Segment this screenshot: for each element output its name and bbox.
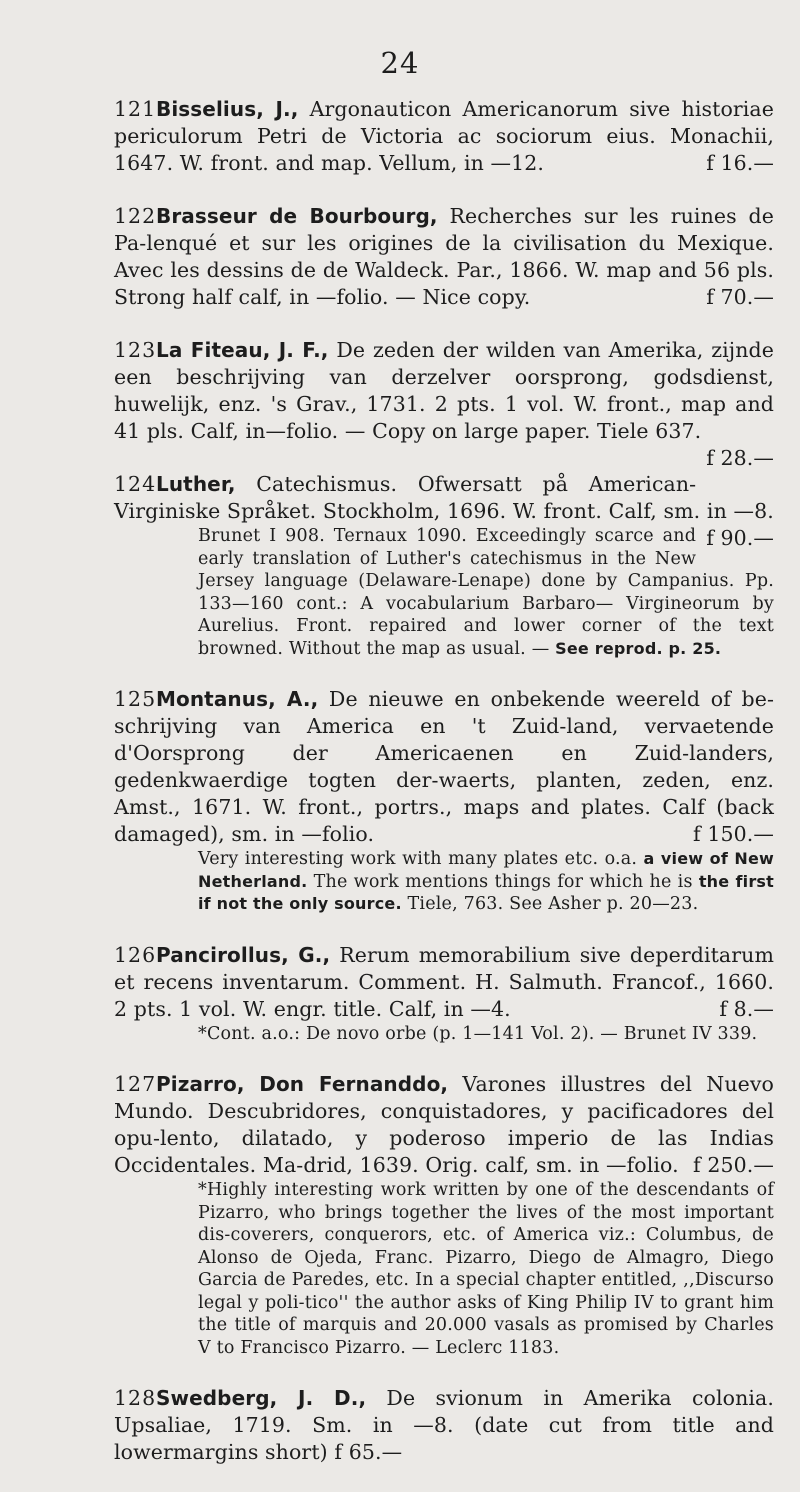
entry-note <box>114 1179 774 1359</box>
entry-price: f 16.— <box>706 151 774 175</box>
catalogue-entry-127 <box>114 1071 774 1359</box>
entry-note-highlight: a view of New Netherland. <box>198 849 774 891</box>
entry-price: f 150.— <box>693 822 774 846</box>
entry-description: De nieuwe en onbekende weereld of be-schrijving van America en 't Zuid-land, vervaetende d'Oorsprong der Americaenen en Zuid-landers, gedenkwaerdige togten der-waerts, planten, zeden, enz. Amst., 1671. W. front., portrs., maps and plates. Calf (back damaged), sm. in —folio. <box>114 687 774 846</box>
entry-note <box>114 525 774 660</box>
entry-number: 128 <box>114 1386 157 1410</box>
entry-note <box>114 1023 774 1046</box>
entry-note-reference: See reprod. p. 25. <box>555 638 722 658</box>
entry-price: f 90.— <box>706 526 774 550</box>
entry-price: f 250.— <box>693 1153 774 1177</box>
page-number: 24 <box>380 46 420 80</box>
entry-price: f 70.— <box>706 285 774 309</box>
entry-body <box>114 203 774 311</box>
entry-price: f 8.— <box>719 996 774 1021</box>
entry-note-text: Very interesting work with many plates etc. o.a. <box>198 849 638 869</box>
entry-body <box>114 1385 774 1466</box>
entry-price: f 28.— <box>706 446 774 470</box>
entry-note-text: *Highly interesting work written by one of the descendants of Pizarro, who brings together the lives of the most important dis-coverers, conquerors, etc. of America viz.: Columbus, de Alonso de Ojeda, Franc. Pizarro, Diego de Almagro, Diego Garcia de Paredes, etc. In a special chapter entitled, ,,Discurso legal y poli-tico'' the author asks of King Philip IV to grant him the title of marquis and 20.000 vasals as promised by Charles V to Francisco Pizarro. — Leclerc 1183. <box>198 1180 774 1358</box>
entry-number: 122 <box>114 204 157 228</box>
entry-description: Recherches sur les ruines de Pa-lenqué et sur les origines de la civilisation du Mexique. Avec les dessins de de Waldeck. Par., 1866. W. map and 56 pls. Strong half calf, in —folio. — Nice copy. <box>114 204 775 309</box>
entry-note-text-2: The work mentions things for which he is <box>307 871 693 892</box>
entry-author: Luther, <box>156 472 236 496</box>
entry-number: 126 <box>114 942 157 967</box>
entry-description: Argonauticon Americanorum sive historiae periculorum Petri de Victoria ac sociorum eius. Monachii, 1647. W. front. and map. Vellum, in —12. <box>114 97 774 175</box>
entry-note-text: Brunet I 908. Ternaux 1090. Exceedingly scarce and early translation of Luther's catechismus in the New Jersey language (Delaware-Lenape) done by Campanius. Pp. 133—160 cont.: A vocabularium Barbaro— Virgineorum by Aurelius. Front. repaired and lower corner of the text browned. Without the map as usual. — <box>198 526 774 659</box>
entry-note <box>114 848 774 916</box>
entry-note-highlight-2: the first if not the only source. <box>198 871 774 913</box>
catalogue-entry-123 <box>114 337 775 470</box>
entry-note-text: *Cont. a.o.: De novo orbe (p. 1—141 Vol. 2). — Brunet IV 339. <box>198 1023 758 1044</box>
catalogue-entry-121 <box>114 96 774 177</box>
entry-note-text-3: Tiele, 763. See Asher p. 20—23. <box>401 894 699 914</box>
catalogue-entries <box>114 96 774 1492</box>
catalogue-entry-126 <box>114 942 774 1046</box>
entry-author: Bisselius, J., <box>156 97 299 121</box>
catalogue-entry-124 <box>114 471 774 660</box>
entry-author: Brasseur de Bourbourg, <box>156 204 438 228</box>
entry-description: Catechismus. Ofwersatt på American-Virginiske Språket. Stockholm, 1696. W. front. Calf, sm. in —8. <box>114 472 774 523</box>
entry-description: Rerum memorabilium sive deperditarum et recens inventarum. Comment. H. Salmuth. Francof., 1660. 2 pts. 1 vol. W. engr. title. Calf, in —4. <box>114 942 774 1021</box>
entry-number: 124 <box>114 472 157 496</box>
entry-body <box>114 337 775 470</box>
catalogue-entry-125 <box>114 686 774 916</box>
entry-description: Varones illustres del Nuevo Mundo. Descubridores, conquistadores, y pacificadores del opu-lento, dilatado, y poderoso imperio de las Indias Occidentales. Ma-drid, 1639. Orig. calf, sm. in —folio. <box>114 1072 774 1177</box>
entry-number: 125 <box>114 687 157 711</box>
entry-body <box>114 96 774 177</box>
entry-description: De zeden der wilden van Amerika, zijnde een beschrijving van derzelver oorsprong, godsdienst, huwelijk, enz. 's Grav., 1731. 2 pts. 1 vol. W. front., map and 41 pls. Calf, in—folio. — Copy on large paper. Tiele 637. <box>114 338 775 443</box>
entry-body <box>114 471 774 550</box>
entry-number: 123 <box>114 338 157 362</box>
entry-body <box>114 1071 774 1179</box>
entry-number: 127 <box>114 1072 157 1096</box>
entry-author: Pancirollus, G., <box>156 942 331 967</box>
entry-author: La Fiteau, J. F., <box>156 338 329 362</box>
entry-author: Swedberg, J. D., <box>156 1386 367 1410</box>
entry-price: f 65.— <box>334 1440 403 1464</box>
entry-author: Pizarro, Don Fernanddo, <box>156 1072 449 1096</box>
catalogue-entry-122 <box>114 203 774 311</box>
entry-author: Montanus, A., <box>156 687 319 711</box>
entry-body <box>114 942 774 1023</box>
entry-description: De svionum in Amerika colonia. Upsaliae, 1719. Sm. in —8. (date cut from title and lowermargins short) <box>114 1386 774 1464</box>
entry-body <box>114 686 774 848</box>
catalogue-entry-128 <box>114 1385 774 1466</box>
entry-number: 121 <box>114 97 157 121</box>
